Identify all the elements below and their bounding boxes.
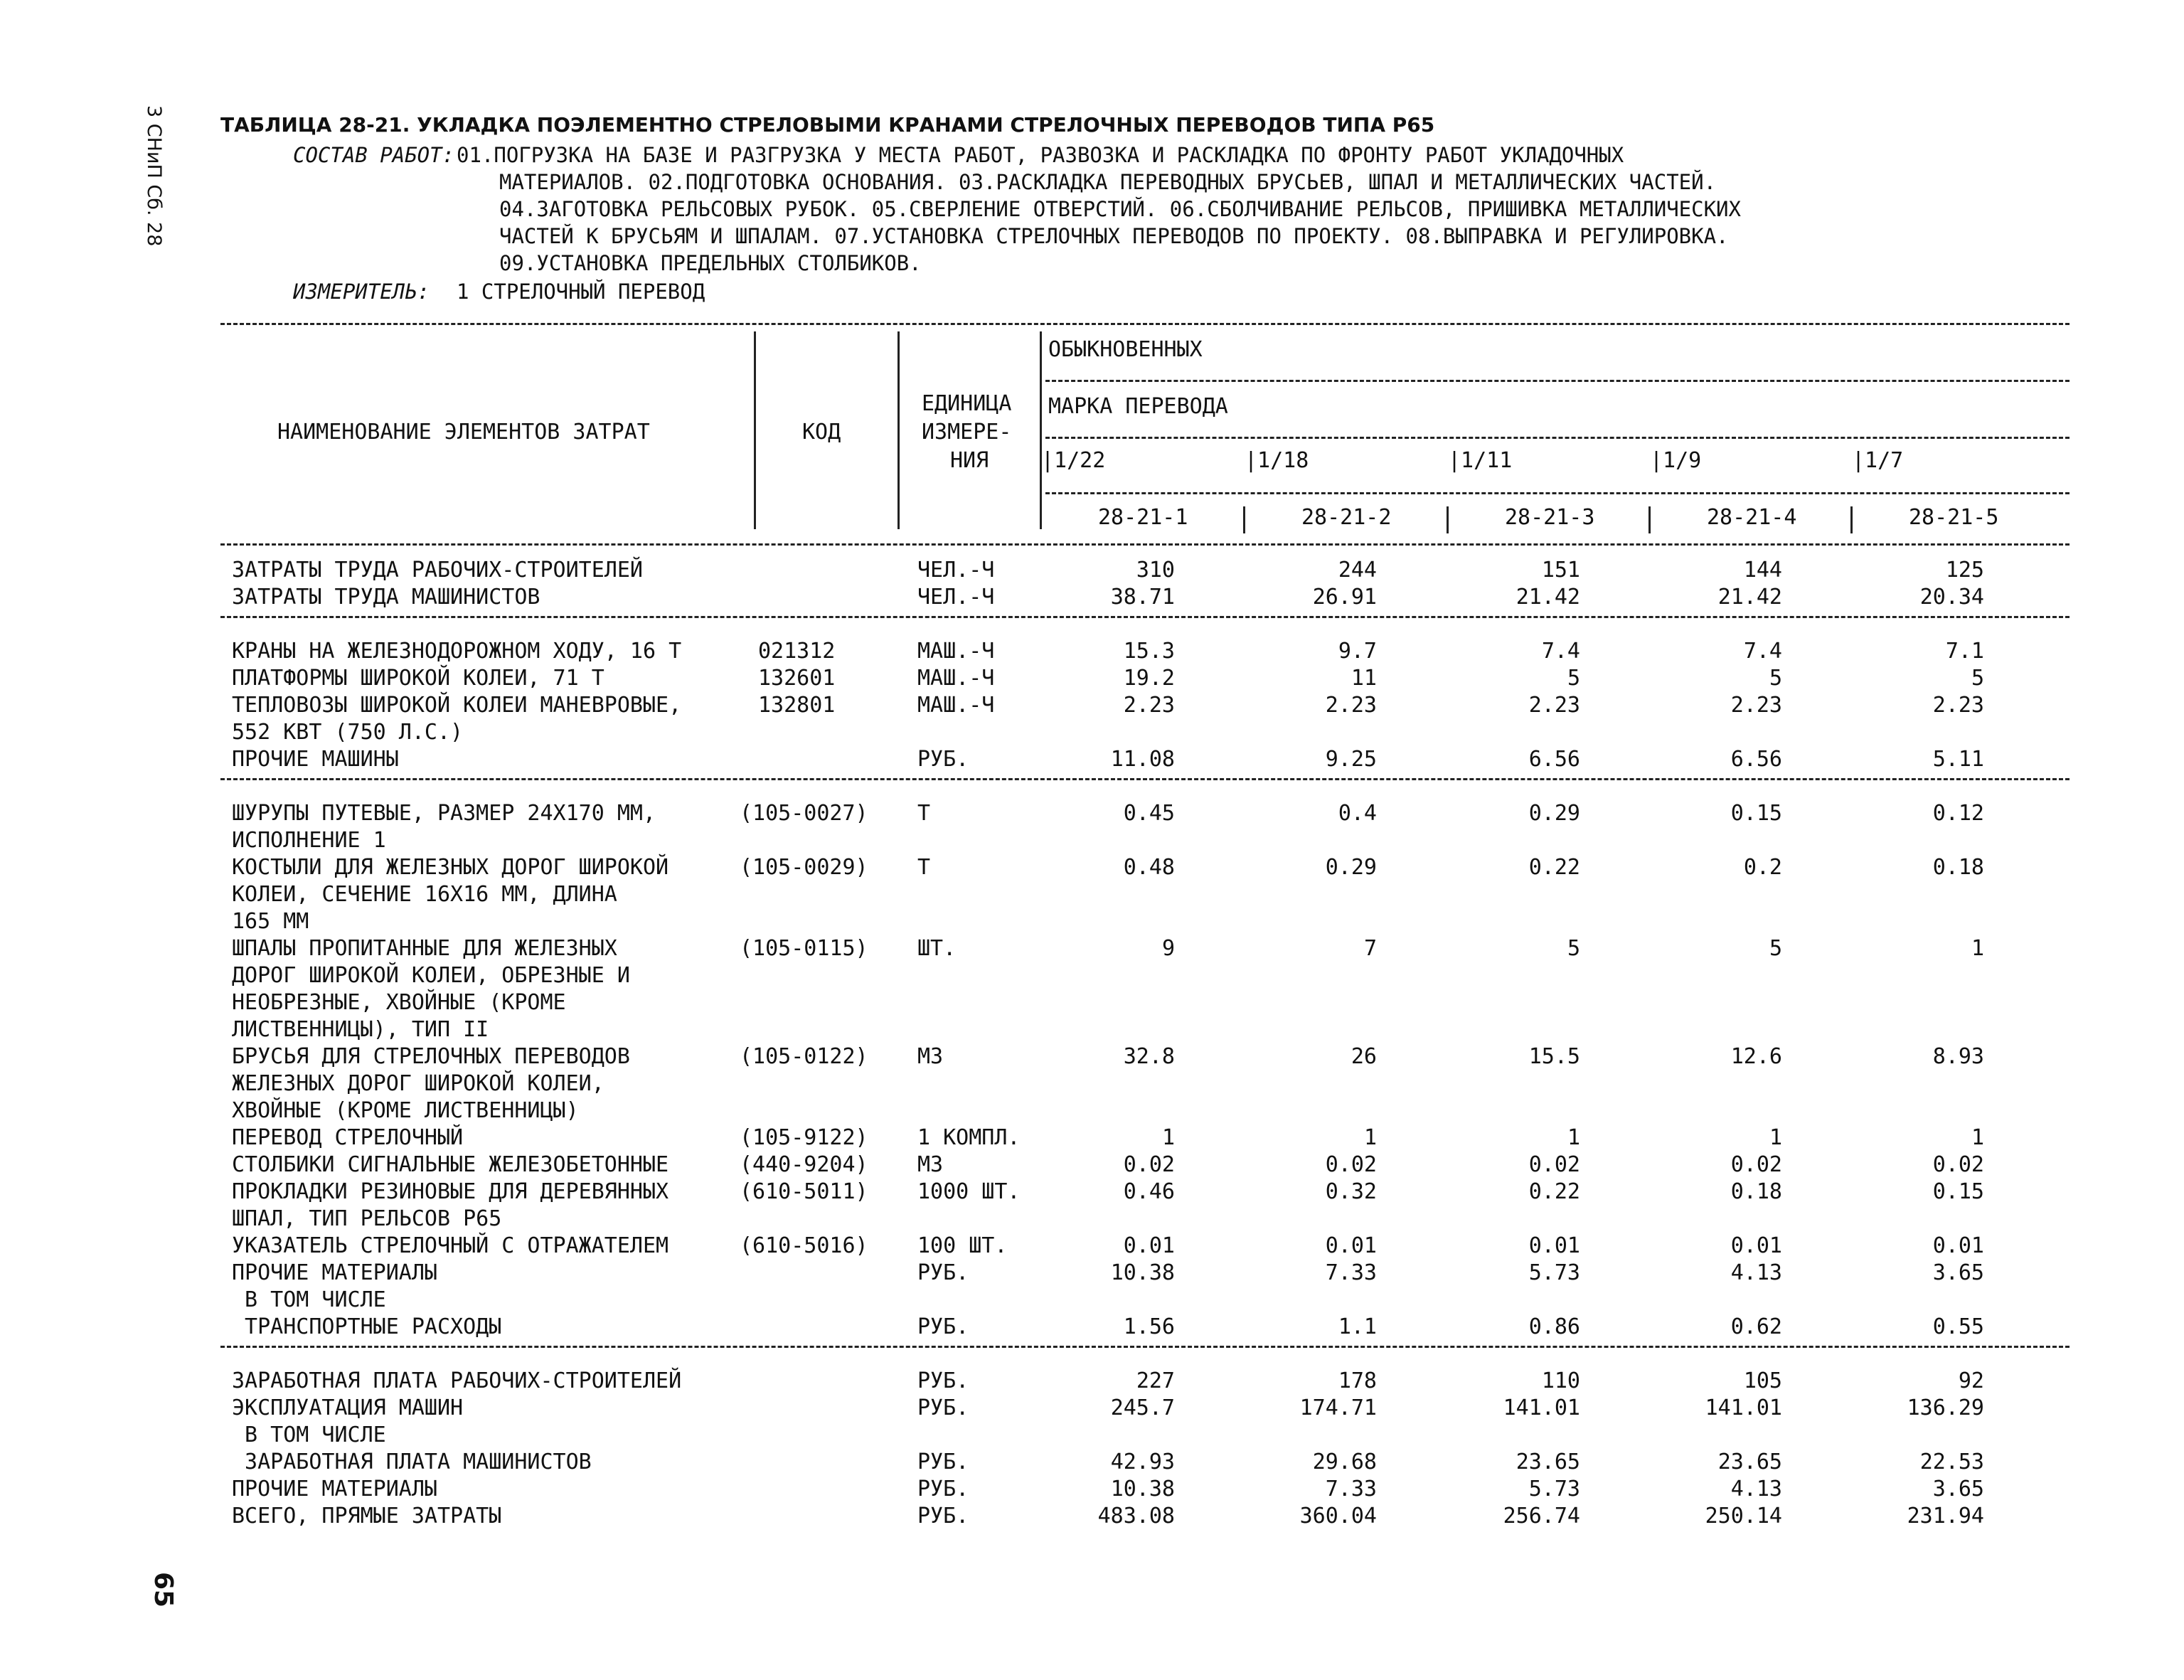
row-value: 7 <box>1363 936 1377 961</box>
row-unit: 1 КОМПЛ. <box>917 1125 1021 1150</box>
row-value: 0.62 <box>1730 1314 1782 1339</box>
row-value: 244 <box>1338 558 1377 583</box>
table-title: ТАБЛИЦА 28-21. УКЛАДКА ПОЭЛЕМЕНТНО СТРЕЛОВЫМИ КРАНАМИ СТРЕЛОЧНЫХ ПЕРЕВОДОВ ТИПА Р65 <box>220 113 1435 137</box>
header-code-divider <box>1447 506 1449 533</box>
row-unit: МАШ.-Ч <box>917 666 995 691</box>
row-unit: Т <box>917 801 931 826</box>
row-name: СТОЛБИКИ СИГНАЛЬНЫЕ ЖЕЛЕЗОБЕТОННЫЕ <box>232 1152 669 1177</box>
row-value: 0.01 <box>1932 1233 1984 1258</box>
work-composition-line: ЧАСТЕЙ К БРУСЬЯМ И ШПАЛАМ. 07.УСТАНОВКА СТРЕЛОЧНЫХ ПЕРЕВОДОВ ПО ПРОЕКТУ. 08.ВЫПРАВКА И РЕГУЛИРОВКА. <box>499 224 1729 248</box>
row-value: 1 <box>1567 1125 1580 1150</box>
row-value: 11 <box>1351 666 1377 691</box>
work-composition-line: МАТЕРИАЛОВ. 02.ПОДГОТОВКА ОСНОВАНИЯ. 03.РАСКЛАДКА ПЕРЕВОДНЫХ БРУСЬЕВ, ШПАЛ И МЕТАЛЛИЧЕСКИХ ЧАСТЕЙ. <box>499 170 1717 194</box>
row-value: 2.23 <box>1730 693 1782 718</box>
header-code-3: 28-21-3 <box>1505 505 1595 530</box>
row-value: 0.02 <box>1730 1152 1782 1177</box>
header-code-2: 28-21-2 <box>1301 505 1392 530</box>
row-name: ЛИСТВЕННИЦЫ), ТИП II <box>232 1017 489 1042</box>
row-value: 1 <box>1971 936 1984 961</box>
header-top-rule <box>220 323 2070 325</box>
row-value: 1 <box>1161 1125 1175 1150</box>
row-value: 0.22 <box>1528 855 1580 880</box>
row-name: ВСЕГО, ПРЯМЫЕ ЗАТРАТЫ <box>232 1504 502 1529</box>
row-value: 1 <box>1769 1125 1782 1150</box>
row-value: 6.56 <box>1528 747 1580 772</box>
row-value: 0.29 <box>1325 855 1377 880</box>
header-rule-3 <box>1045 492 2070 494</box>
row-unit: РУБ. <box>917 1260 969 1285</box>
row-unit: 100 ШТ. <box>917 1233 1008 1258</box>
header-code-4: 28-21-4 <box>1707 505 1797 530</box>
row-value: 9 <box>1161 936 1175 961</box>
row-value: 1 <box>1363 1125 1377 1150</box>
header-group-label: ОБЫКНОВЕННЫХ <box>1048 337 1203 362</box>
row-name: ЖЕЛЕЗНЫХ ДОРОГ ШИРОКОЙ КОЛЕИ, <box>232 1071 604 1096</box>
row-value: 0.15 <box>1932 1179 1984 1204</box>
section-rule <box>220 616 2070 618</box>
row-unit: РУБ. <box>917 1314 969 1339</box>
header-code-divider <box>1648 506 1651 533</box>
row-name: КОСТЫЛИ ДЛЯ ЖЕЛЕЗНЫХ ДОРОГ ШИРОКОЙ <box>232 855 669 880</box>
row-value: 0.46 <box>1123 1179 1175 1204</box>
row-value: 20.34 <box>1919 585 1984 610</box>
row-value: 5 <box>1567 936 1580 961</box>
page-number: 65 <box>149 1572 178 1608</box>
row-name: ТЕПЛОВОЗЫ ШИРОКОЙ КОЛЕИ МАНЕВРОВЫЕ, <box>232 693 682 718</box>
row-unit: ШТ. <box>917 936 957 961</box>
header-code-column: КОД <box>802 420 841 445</box>
row-value: 7.33 <box>1325 1260 1377 1285</box>
row-value: 42.93 <box>1110 1450 1175 1474</box>
row-value: 245.7 <box>1110 1395 1175 1420</box>
header-mark-1: |1/22 <box>1041 448 1106 473</box>
row-value: 6.56 <box>1730 747 1782 772</box>
row-name: ИСПОЛНЕНИЕ 1 <box>232 828 386 853</box>
row-name: ДОРОГ ШИРОКОЙ КОЛЕИ, ОБРЕЗНЫЕ И <box>232 963 630 988</box>
row-unit: М3 <box>917 1044 944 1069</box>
header-bottom-rule <box>220 543 2070 546</box>
row-value: 0.02 <box>1123 1152 1175 1177</box>
row-value: 125 <box>1945 558 1984 583</box>
row-name: БРУСЬЯ ДЛЯ СТРЕЛОЧНЫХ ПЕРЕВОДОВ <box>232 1044 630 1069</box>
row-value: 21.42 <box>1717 585 1782 610</box>
row-value: 0.02 <box>1932 1152 1984 1177</box>
row-unit: Т <box>917 855 931 880</box>
row-value: 1.56 <box>1123 1314 1175 1339</box>
row-value: 92 <box>1958 1368 1984 1393</box>
row-value: 1.1 <box>1338 1314 1377 1339</box>
header-divider-1 <box>754 331 756 529</box>
row-value: 12.6 <box>1730 1044 1782 1069</box>
row-value: 5 <box>1769 666 1782 691</box>
row-unit: РУБ. <box>917 1504 969 1529</box>
row-name: 165 ММ <box>232 909 309 934</box>
row-name: КРАНЫ НА ЖЕЛЕЗНОДОРОЖНОМ ХОДУ, 16 Т <box>232 639 682 664</box>
row-value: 23.65 <box>1717 1450 1782 1474</box>
row-value: 174.71 <box>1299 1395 1377 1420</box>
row-name: ЗАРАБОТНАЯ ПЛАТА МАШИНИСТОВ <box>232 1450 592 1474</box>
row-unit: РУБ. <box>917 1477 969 1501</box>
header-code-divider <box>1850 506 1853 533</box>
row-value: 8.93 <box>1932 1044 1984 1069</box>
row-value: 19.2 <box>1123 666 1175 691</box>
header-mark-4: |1/9 <box>1650 448 1702 473</box>
row-name: ШУРУПЫ ПУТЕВЫЕ, РАЗМЕР 24Х170 ММ, <box>232 801 656 826</box>
row-unit: МАШ.-Ч <box>917 693 995 718</box>
row-value: 231.94 <box>1907 1504 1984 1529</box>
header-divider-2 <box>897 331 900 529</box>
row-value: 0.15 <box>1730 801 1782 826</box>
row-code: (105-0029) <box>740 855 868 880</box>
row-value: 7.4 <box>1743 639 1782 664</box>
row-value: 0.55 <box>1932 1314 1984 1339</box>
header-mark-3: |1/11 <box>1448 448 1513 473</box>
row-value: 0.01 <box>1528 1233 1580 1258</box>
row-name: НЕОБРЕЗНЫЕ, ХВОЙНЫЕ (КРОМЕ <box>232 990 566 1015</box>
row-value: 5 <box>1971 666 1984 691</box>
row-unit: РУБ. <box>917 1450 969 1474</box>
row-value: 15.3 <box>1123 639 1175 664</box>
row-name: ПЛАТФОРМЫ ШИРОКОЙ КОЛЕИ, 71 Т <box>232 666 604 691</box>
row-value: 22.53 <box>1919 1450 1984 1474</box>
measure-label: ИЗМЕРИТЕЛЬ: <box>293 280 430 304</box>
row-value: 2.23 <box>1932 693 1984 718</box>
row-code: (610-5011) <box>740 1179 868 1204</box>
row-value: 0.45 <box>1123 801 1175 826</box>
row-name: ХВОЙНЫЕ (КРОМЕ ЛИСТВЕННИЦЫ) <box>232 1098 579 1123</box>
row-name: УКАЗАТЕЛЬ СТРЕЛОЧНЫЙ С ОТРАЖАТЕЛЕМ <box>232 1233 669 1258</box>
work-composition-line: 04.ЗАГОТОВКА РЕЛЬСОВЫХ РУБОК. 05.СВЕРЛЕНИЕ ОТВЕРСТИЙ. 06.СБОЛЧИВАНИЕ РЕЛЬСОВ, ПРИШИВКА МЕТАЛЛИЧЕСКИХ <box>499 197 1741 221</box>
row-value: 5.73 <box>1528 1477 1580 1501</box>
row-unit: 1000 ШТ. <box>917 1179 1021 1204</box>
row-value: 483.08 <box>1097 1504 1175 1529</box>
row-code: (105-0115) <box>740 936 868 961</box>
row-value: 1 <box>1971 1125 1984 1150</box>
row-code: (105-9122) <box>740 1125 868 1150</box>
row-unit: РУБ. <box>917 747 969 772</box>
header-code-1: 28-21-1 <box>1098 505 1188 530</box>
row-value: 0.18 <box>1730 1179 1782 1204</box>
row-value: 21.42 <box>1516 585 1580 610</box>
row-unit: РУБ. <box>917 1368 969 1393</box>
row-value: 5 <box>1567 666 1580 691</box>
row-value: 5 <box>1769 936 1782 961</box>
row-value: 0.12 <box>1932 801 1984 826</box>
row-unit: РУБ. <box>917 1395 969 1420</box>
row-value: 7.33 <box>1325 1477 1377 1501</box>
row-value: 110 <box>1541 1368 1580 1393</box>
row-value: 0.48 <box>1123 855 1175 880</box>
row-value: 0.18 <box>1932 855 1984 880</box>
row-value: 144 <box>1743 558 1782 583</box>
row-value: 0.29 <box>1528 801 1580 826</box>
row-code: (105-0122) <box>740 1044 868 1069</box>
header-unit-line-3: НИЯ <box>950 448 989 473</box>
header-code-divider <box>1243 506 1245 533</box>
row-value: 26 <box>1351 1044 1377 1069</box>
work-composition-line: 01.ПОГРУЗКА НА БАЗЕ И РАЗГРУЗКА У МЕСТА РАБОТ, РАЗВОЗКА И РАСКЛАДКА ПО ФРОНТУ РАБОТ УКЛАДОЧНЫХ <box>457 143 1624 167</box>
row-value: 5.11 <box>1932 747 1984 772</box>
row-name: КОЛЕИ, СЕЧЕНИЕ 16Х16 ММ, ДЛИНА <box>232 882 617 907</box>
row-value: 7.1 <box>1945 639 1984 664</box>
row-value: 4.13 <box>1730 1260 1782 1285</box>
row-code: (105-0027) <box>740 801 868 826</box>
row-name: 552 КВТ (750 Л.С.) <box>232 720 464 745</box>
row-name: ПРОЧИЕ МАТЕРИАЛЫ <box>232 1477 437 1501</box>
row-name: ЗАТРАТЫ ТРУДА МАШИНИСТОВ <box>232 585 540 610</box>
row-name: ПРОКЛАДКИ РЕЗИНОВЫЕ ДЛЯ ДЕРЕВЯННЫХ <box>232 1179 669 1204</box>
row-name: В ТОМ ЧИСЛЕ <box>232 1287 386 1312</box>
row-name: ПРОЧИЕ МАШИНЫ <box>232 747 399 772</box>
row-value: 11.08 <box>1110 747 1175 772</box>
row-value: 310 <box>1136 558 1175 583</box>
row-value: 0.22 <box>1528 1179 1580 1204</box>
row-value: 178 <box>1338 1368 1377 1393</box>
row-value: 0.01 <box>1730 1233 1782 1258</box>
row-name: В ТОМ ЧИСЛЕ <box>232 1423 386 1447</box>
row-value: 0.32 <box>1325 1179 1377 1204</box>
row-value: 360.04 <box>1299 1504 1377 1529</box>
row-code: 132801 <box>758 693 836 718</box>
row-name: ЗАРАБОТНАЯ ПЛАТА РАБОЧИХ-СТРОИТЕЛЕЙ <box>232 1368 682 1393</box>
row-value: 105 <box>1743 1368 1782 1393</box>
header-mark-2: |1/18 <box>1245 448 1309 473</box>
header-name-column: НАИМЕНОВАНИЕ ЭЛЕМЕНТОВ ЗАТРАТ <box>277 420 650 445</box>
row-value: 141.01 <box>1503 1395 1580 1420</box>
row-value: 0.2 <box>1743 855 1782 880</box>
work-composition-label: СОСТАВ РАБОТ: <box>293 143 454 167</box>
row-value: 0.86 <box>1528 1314 1580 1339</box>
header-mark-label: МАРКА ПЕРЕВОДА <box>1048 394 1228 419</box>
row-value: 10.38 <box>1110 1477 1175 1501</box>
row-value: 3.65 <box>1932 1477 1984 1501</box>
row-value: 7.4 <box>1541 639 1580 664</box>
row-name: ШПАЛ, ТИП РЕЛЬСОВ Р65 <box>232 1206 502 1231</box>
row-code: (440-9204) <box>740 1152 868 1177</box>
row-unit: МАШ.-Ч <box>917 639 995 664</box>
row-value: 3.65 <box>1932 1260 1984 1285</box>
header-rule-1 <box>1045 380 2070 382</box>
row-value: 9.7 <box>1338 639 1377 664</box>
row-value: 32.8 <box>1123 1044 1175 1069</box>
header-mark-5: |1/7 <box>1852 448 1904 473</box>
row-value: 15.5 <box>1528 1044 1580 1069</box>
row-value: 227 <box>1136 1368 1175 1393</box>
row-value: 0.4 <box>1338 801 1377 826</box>
row-value: 2.23 <box>1528 693 1580 718</box>
row-name: ЭКСПЛУАТАЦИЯ МАШИН <box>232 1395 464 1420</box>
row-code: 021312 <box>758 639 836 664</box>
row-code: (610-5016) <box>740 1233 868 1258</box>
section-rule <box>220 778 2070 780</box>
row-value: 23.65 <box>1516 1450 1580 1474</box>
row-name: ПРОЧИЕ МАТЕРИАЛЫ <box>232 1260 437 1285</box>
header-divider-3 <box>1040 331 1042 529</box>
header-rule-2 <box>1045 437 2070 439</box>
row-value: 5.73 <box>1528 1260 1580 1285</box>
row-value: 0.01 <box>1123 1233 1175 1258</box>
row-value: 0.01 <box>1325 1233 1377 1258</box>
header-unit-line-2: ИЗМЕРЕ- <box>922 420 1012 445</box>
row-unit: М3 <box>917 1152 944 1177</box>
row-code: 132601 <box>758 666 836 691</box>
row-name: ПЕРЕВОД СТРЕЛОЧНЫЙ <box>232 1125 464 1150</box>
row-value: 0.02 <box>1325 1152 1377 1177</box>
header-unit-line-1: ЕДИНИЦА <box>922 391 1012 416</box>
row-value: 151 <box>1541 558 1580 583</box>
row-value: 2.23 <box>1123 693 1175 718</box>
row-value: 141.01 <box>1705 1395 1782 1420</box>
row-value: 0.02 <box>1528 1152 1580 1177</box>
section-rule <box>220 1346 2070 1348</box>
row-value: 10.38 <box>1110 1260 1175 1285</box>
row-name: ТРАНСПОРТНЫЕ РАСХОДЫ <box>232 1314 502 1339</box>
row-value: 250.14 <box>1705 1504 1782 1529</box>
row-value: 38.71 <box>1110 585 1175 610</box>
margin-label: 3 СНиП Сб. 28 <box>143 105 165 247</box>
row-value: 29.68 <box>1312 1450 1377 1474</box>
row-value: 136.29 <box>1907 1395 1984 1420</box>
row-value: 26.91 <box>1312 585 1377 610</box>
row-value: 2.23 <box>1325 693 1377 718</box>
row-unit: ЧЕЛ.-Ч <box>917 585 995 610</box>
row-value: 4.13 <box>1730 1477 1782 1501</box>
row-value: 9.25 <box>1325 747 1377 772</box>
header-code-5: 28-21-5 <box>1909 505 1999 530</box>
measure-value: 1 СТРЕЛОЧНЫЙ ПЕРЕВОД <box>457 280 705 304</box>
row-unit: ЧЕЛ.-Ч <box>917 558 995 583</box>
row-name: ЗАТРАТЫ ТРУДА РАБОЧИХ-СТРОИТЕЛЕЙ <box>232 558 643 583</box>
work-composition-line: 09.УСТАНОВКА ПРЕДЕЛЬНЫХ СТОЛБИКОВ. <box>499 251 922 275</box>
row-name: ШПАЛЫ ПРОПИТАННЫЕ ДЛЯ ЖЕЛЕЗНЫХ <box>232 936 617 961</box>
row-value: 256.74 <box>1503 1504 1580 1529</box>
